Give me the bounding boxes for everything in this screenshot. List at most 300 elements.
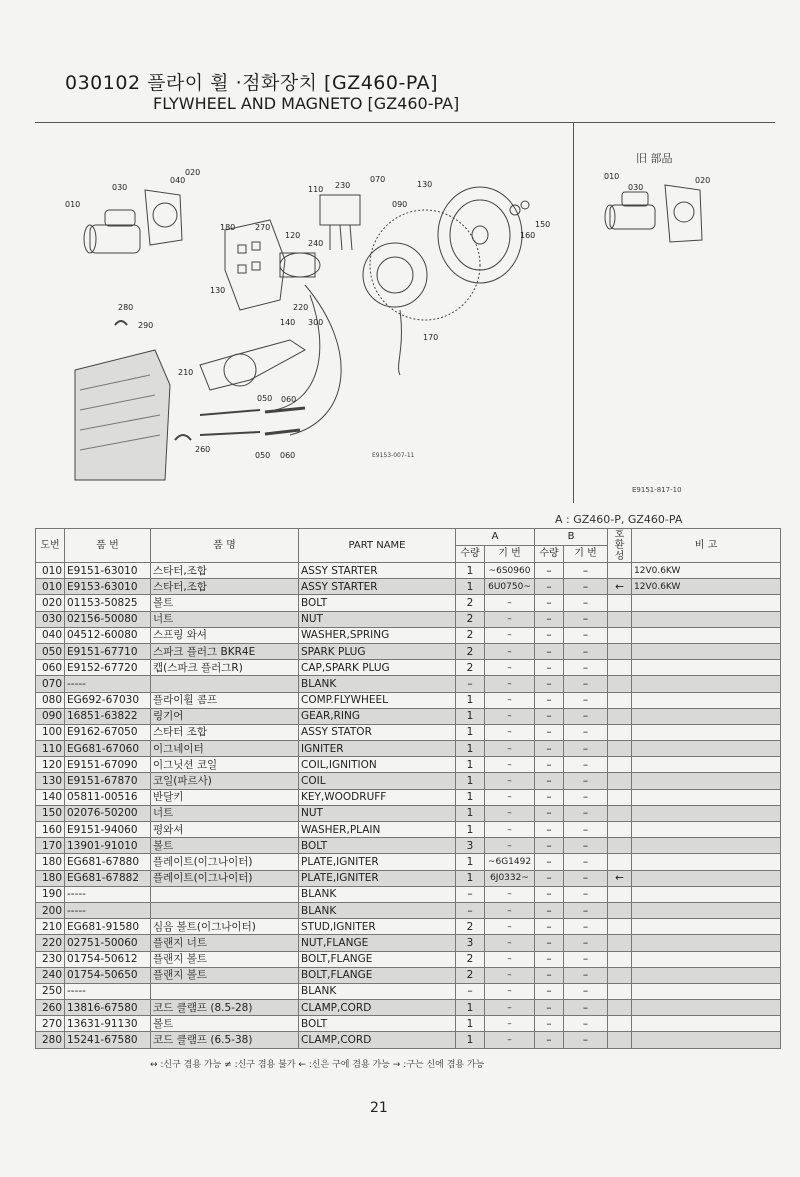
row-no: 180 [36,854,65,870]
row-qty-b: – [535,789,564,805]
svg-text:290: 290 [138,321,154,330]
row-serial-a: – [485,886,535,902]
row-no: 210 [36,919,65,935]
row-part-name: ASSY STATOR [299,724,456,740]
parts-table-body [36,563,781,1049]
row-no: 020 [36,595,65,611]
row-qty-a: 1 [456,822,485,838]
row-no: 090 [36,708,65,724]
svg-text:030: 030 [112,183,128,192]
row-remarks [632,708,781,724]
row-part-number: 01754-50650 [65,967,151,983]
row-no: 170 [36,838,65,854]
row-qty-a: 2 [456,967,485,983]
svg-text:060: 060 [281,395,297,404]
svg-text:300: 300 [308,318,324,327]
diagram-reference-code: E9153-007-11 [372,452,415,459]
crankshaft [200,340,305,390]
row-qty-a: 1 [456,805,485,821]
svg-text:090: 090 [392,200,408,209]
header-interchange: 호환성 [608,529,632,563]
row-name-kr: 스프링 와셔 [151,627,299,643]
row-name-kr: 스타터 조합 [151,724,299,740]
row-remarks [632,902,781,918]
row-part-name: COMP.FLYWHEEL [299,692,456,708]
row-qty-a: 2 [456,660,485,676]
row-name-kr: 볼트 [151,595,299,611]
row-part-number: ----- [65,902,151,918]
row-interchange [608,660,632,676]
row-part-name: NUT,FLANGE [299,935,456,951]
row-part-number: 02076-50200 [65,805,151,821]
row-serial-b: – [564,902,608,918]
row-interchange [608,967,632,983]
table-row [36,724,781,740]
row-qty-a: 1 [456,1016,485,1032]
row-name-kr: 이그네이터 [151,741,299,757]
row-serial-a: – [485,983,535,999]
row-part-name: BOLT,FLANGE [299,967,456,983]
row-serial-b: – [564,951,608,967]
row-name-kr: 코드 클램프 (6.5-38) [151,1032,299,1048]
row-part-name: BLANK [299,983,456,999]
row-serial-a: – [485,1016,535,1032]
row-name-kr: 플라이휠 콤프 [151,692,299,708]
table-row [36,902,781,918]
row-name-kr: 플랜지 볼트 [151,967,299,983]
row-qty-b: – [535,627,564,643]
row-qty-b: – [535,741,564,757]
row-qty-a: 1 [456,579,485,595]
row-qty-b: – [535,1032,564,1048]
row-interchange [608,1016,632,1032]
row-interchange [608,854,632,870]
row-part-number: E9162-67050 [65,724,151,740]
row-qty-b: – [535,822,564,838]
svg-text:280: 280 [118,303,134,312]
svg-text:210: 210 [178,368,194,377]
row-part-name: CAP,SPARK PLUG [299,660,456,676]
row-name-kr [151,886,299,902]
header-no: 도번 [36,529,65,563]
table-row [36,838,781,854]
row-serial-b: – [564,1016,608,1032]
row-serial-a: 6J0332~ [485,870,535,886]
row-part-name: BOLT,FLANGE [299,951,456,967]
svg-text:260: 260 [195,445,211,454]
row-qty-b: – [535,935,564,951]
row-qty-b: – [535,967,564,983]
row-qty-a: 2 [456,951,485,967]
row-qty-a: 1 [456,773,485,789]
table-row [36,611,781,627]
row-part-name: CLAMP,CORD [299,1032,456,1048]
row-qty-a: 1 [456,708,485,724]
row-part-number: E9151-63010 [65,563,151,579]
table-row [36,692,781,708]
row-qty-b: – [535,579,564,595]
row-qty-b: – [535,692,564,708]
row-remarks [632,627,781,643]
row-interchange [608,595,632,611]
header-serial-a: 기 번 [485,546,535,563]
row-remarks [632,886,781,902]
row-remarks [632,919,781,935]
header-qty-b: 수량 [535,546,564,563]
ignition-coil [280,253,320,277]
header-remarks: 비 고 [632,529,781,563]
table-row [36,676,781,692]
row-no: 130 [36,773,65,789]
row-name-kr: 코드 클램프 (8.5-28) [151,1000,299,1016]
row-interchange [608,983,632,999]
diagram-divider [573,123,574,503]
row-serial-a: – [485,935,535,951]
row-part-number: ----- [65,676,151,692]
row-qty-a: 1 [456,757,485,773]
row-qty-b: – [535,757,564,773]
row-remarks [632,692,781,708]
row-serial-b: – [564,838,608,854]
row-qty-b: – [535,838,564,854]
row-serial-a: – [485,967,535,983]
svg-text:020: 020 [185,168,201,177]
svg-text:240: 240 [308,239,324,248]
row-interchange [608,611,632,627]
row-remarks [632,724,781,740]
row-serial-a: – [485,951,535,967]
svg-text:040: 040 [170,176,186,185]
row-part-number: 02156-50080 [65,611,151,627]
flywheel [438,187,522,283]
row-qty-b: – [535,724,564,740]
row-qty-a: 2 [456,919,485,935]
table-row [36,870,781,886]
row-remarks: 12V0.6KW [632,563,781,579]
row-part-number: ----- [65,886,151,902]
table-row [36,660,781,676]
row-serial-b: – [564,870,608,886]
row-qty-a: – [456,902,485,918]
row-qty-b: – [535,951,564,967]
row-interchange [608,692,632,708]
engine-block [75,350,170,480]
row-qty-a: 1 [456,741,485,757]
row-interchange [608,902,632,918]
table-row [36,935,781,951]
row-qty-b: – [535,563,564,579]
row-part-number: 13816-67580 [65,1000,151,1016]
row-serial-b: – [564,660,608,676]
row-qty-a: – [456,676,485,692]
svg-text:050: 050 [257,394,273,403]
row-qty-b: – [535,919,564,935]
row-serial-b: – [564,595,608,611]
row-name-kr [151,983,299,999]
row-name-kr: 플랜지 너트 [151,935,299,951]
row-part-number: 04512-60080 [65,627,151,643]
row-serial-a: – [485,902,535,918]
page-title: 030102 플라이 휠 ·점화장치 [GZ460-PA] [65,72,438,94]
svg-text:010: 010 [604,172,620,181]
row-part-number: E9151-94060 [65,822,151,838]
row-name-kr: 스타터,조합 [151,563,299,579]
svg-text:050: 050 [255,451,271,460]
row-serial-b: – [564,627,608,643]
title-block [65,72,585,114]
row-part-number: 05811-00516 [65,789,151,805]
table-row [36,1000,781,1016]
row-interchange [608,789,632,805]
row-qty-b: – [535,643,564,659]
row-serial-b: – [564,773,608,789]
table-row [36,983,781,999]
row-serial-a: – [485,708,535,724]
row-qty-a: – [456,983,485,999]
row-serial-b: – [564,886,608,902]
row-qty-a: 2 [456,643,485,659]
row-no: 270 [36,1016,65,1032]
row-name-kr: 너트 [151,611,299,627]
row-no: 110 [36,741,65,757]
row-no: 040 [36,627,65,643]
row-remarks [632,822,781,838]
row-interchange [608,919,632,935]
header-qty-a: 수량 [456,546,485,563]
row-part-name: BOLT [299,1016,456,1032]
old-diagram-reference-code: E9151-817-10 [632,486,682,494]
row-qty-a: 1 [456,1032,485,1048]
row-interchange [608,563,632,579]
row-part-number: 02751-50060 [65,935,151,951]
row-remarks: 12V0.6KW [632,579,781,595]
row-qty-a: 1 [456,854,485,870]
row-serial-b: – [564,822,608,838]
row-serial-b: – [564,757,608,773]
row-part-number: E9151-67710 [65,643,151,659]
title-divider [35,122,775,123]
header-group-b: B [535,529,608,546]
row-qty-b: – [535,983,564,999]
table-row [36,1016,781,1032]
row-remarks [632,1000,781,1016]
row-part-name: IGNITER [299,741,456,757]
table-row [36,805,781,821]
row-part-name: BOLT [299,838,456,854]
igniter-plate [225,220,285,310]
row-no: 200 [36,902,65,918]
row-remarks [632,643,781,659]
row-serial-b: – [564,643,608,659]
row-remarks [632,983,781,999]
row-part-name: BLANK [299,902,456,918]
row-part-number: 15241-67580 [65,1032,151,1048]
row-part-number: E9151-67090 [65,757,151,773]
row-remarks [632,611,781,627]
svg-text:110: 110 [308,185,324,194]
parts-table [35,528,781,1049]
row-name-kr: 링기어 [151,708,299,724]
row-qty-b: – [535,660,564,676]
row-serial-a: – [485,822,535,838]
row-qty-b: – [535,854,564,870]
row-part-number: 13901-91010 [65,838,151,854]
table-row [36,822,781,838]
row-serial-b: – [564,1000,608,1016]
row-no: 010 [36,579,65,595]
row-qty-a: 1 [456,789,485,805]
row-part-name: COIL [299,773,456,789]
row-serial-b: – [564,611,608,627]
row-name-kr: 플레이트(이그나이터) [151,870,299,886]
row-no: 010 [36,563,65,579]
header-group-a: A [456,529,535,546]
row-remarks [632,838,781,854]
header-serial-b: 기 번 [564,546,608,563]
row-serial-a: – [485,757,535,773]
row-no: 140 [36,789,65,805]
row-serial-b: – [564,708,608,724]
row-serial-b: – [564,741,608,757]
row-no: 080 [36,692,65,708]
row-serial-a: – [485,789,535,805]
row-qty-a: 2 [456,627,485,643]
row-part-name: BLANK [299,676,456,692]
row-serial-b: – [564,854,608,870]
page-subtitle: FLYWHEEL AND MAGNETO [GZ460-PA] [153,94,460,113]
svg-text:070: 070 [370,175,386,184]
row-remarks [632,789,781,805]
row-part-name: COIL,IGNITION [299,757,456,773]
row-name-kr: 캡(스파크 플러그R) [151,660,299,676]
row-name-kr: 너트 [151,805,299,821]
table-row [36,886,781,902]
row-serial-a: – [485,805,535,821]
row-qty-b: – [535,1016,564,1032]
row-interchange [608,1032,632,1048]
row-interchange [608,886,632,902]
row-remarks [632,1032,781,1048]
table-row [36,627,781,643]
row-serial-a: – [485,1000,535,1016]
row-serial-a: – [485,660,535,676]
table-row [36,708,781,724]
row-name-kr: 스파크 플러그 BKR4E [151,643,299,659]
row-no: 060 [36,660,65,676]
svg-text:170: 170 [423,333,439,342]
model-legend: A : GZ460-P, GZ460-PA [555,513,683,526]
svg-text:220: 220 [293,303,309,312]
row-no: 240 [36,967,65,983]
row-part-name: STUD,IGNITER [299,919,456,935]
row-interchange [608,773,632,789]
row-no: 050 [36,643,65,659]
row-part-number: 01754-50612 [65,951,151,967]
row-part-name: WASHER,SPRING [299,627,456,643]
row-name-kr: 플레이트(이그나이터) [151,854,299,870]
row-remarks [632,935,781,951]
row-part-name: BLANK [299,886,456,902]
row-interchange [608,676,632,692]
row-part-name: PLATE,IGNITER [299,854,456,870]
row-serial-a: – [485,611,535,627]
row-part-name: GEAR,RING [299,708,456,724]
row-name-kr: 볼트 [151,1016,299,1032]
row-part-number: 13631-91130 [65,1016,151,1032]
row-part-number: E9152-67720 [65,660,151,676]
row-interchange: ← [608,579,632,595]
row-qty-a: 2 [456,595,485,611]
row-serial-b: – [564,692,608,708]
row-qty-b: – [535,1000,564,1016]
old-starter-illustration [590,170,740,260]
row-part-number: 01153-50825 [65,595,151,611]
row-part-name: NUT [299,805,456,821]
svg-text:060: 060 [280,451,296,460]
row-part-number: EG681-67880 [65,854,151,870]
row-remarks [632,854,781,870]
row-serial-b: – [564,579,608,595]
svg-text:140: 140 [280,318,296,327]
row-serial-b: – [564,967,608,983]
row-serial-a: – [485,595,535,611]
row-remarks [632,967,781,983]
row-serial-b: – [564,724,608,740]
row-qty-a: 1 [456,724,485,740]
row-interchange [608,951,632,967]
row-name-kr: 반달키 [151,789,299,805]
row-no: 190 [36,886,65,902]
row-name-kr: 심음 볼트(이그나이터) [151,919,299,935]
row-serial-b: – [564,789,608,805]
row-serial-a: – [485,724,535,740]
row-part-name: NUT [299,611,456,627]
row-qty-b: – [535,773,564,789]
row-name-kr: 이그닛션 코일 [151,757,299,773]
row-serial-a: – [485,741,535,757]
svg-text:030: 030 [628,183,644,192]
row-serial-a: – [485,676,535,692]
row-serial-a: – [485,838,535,854]
row-interchange [608,1000,632,1016]
row-qty-b: – [535,902,564,918]
row-remarks [632,951,781,967]
row-part-name: ASSY STARTER [299,563,456,579]
row-qty-b: – [535,805,564,821]
table-row [36,595,781,611]
row-remarks [632,805,781,821]
row-part-number: ----- [65,983,151,999]
row-serial-a: – [485,692,535,708]
row-part-name: PLATE,IGNITER [299,870,456,886]
header-part-number: 품 번 [65,529,151,563]
row-part-name: CLAMP,CORD [299,1000,456,1016]
row-part-name: WASHER,PLAIN [299,822,456,838]
row-interchange [608,805,632,821]
header-name-kr: 품 명 [151,529,299,563]
row-qty-b: – [535,611,564,627]
row-no: 070 [36,676,65,692]
row-serial-b: – [564,676,608,692]
row-serial-a: ~6G1492 [485,854,535,870]
row-qty-b: – [535,886,564,902]
row-name-kr: 코일(파르사) [151,773,299,789]
row-no: 160 [36,822,65,838]
row-part-number: E9153-63010 [65,579,151,595]
row-serial-b: – [564,805,608,821]
row-serial-a: – [485,627,535,643]
stator [363,243,427,307]
